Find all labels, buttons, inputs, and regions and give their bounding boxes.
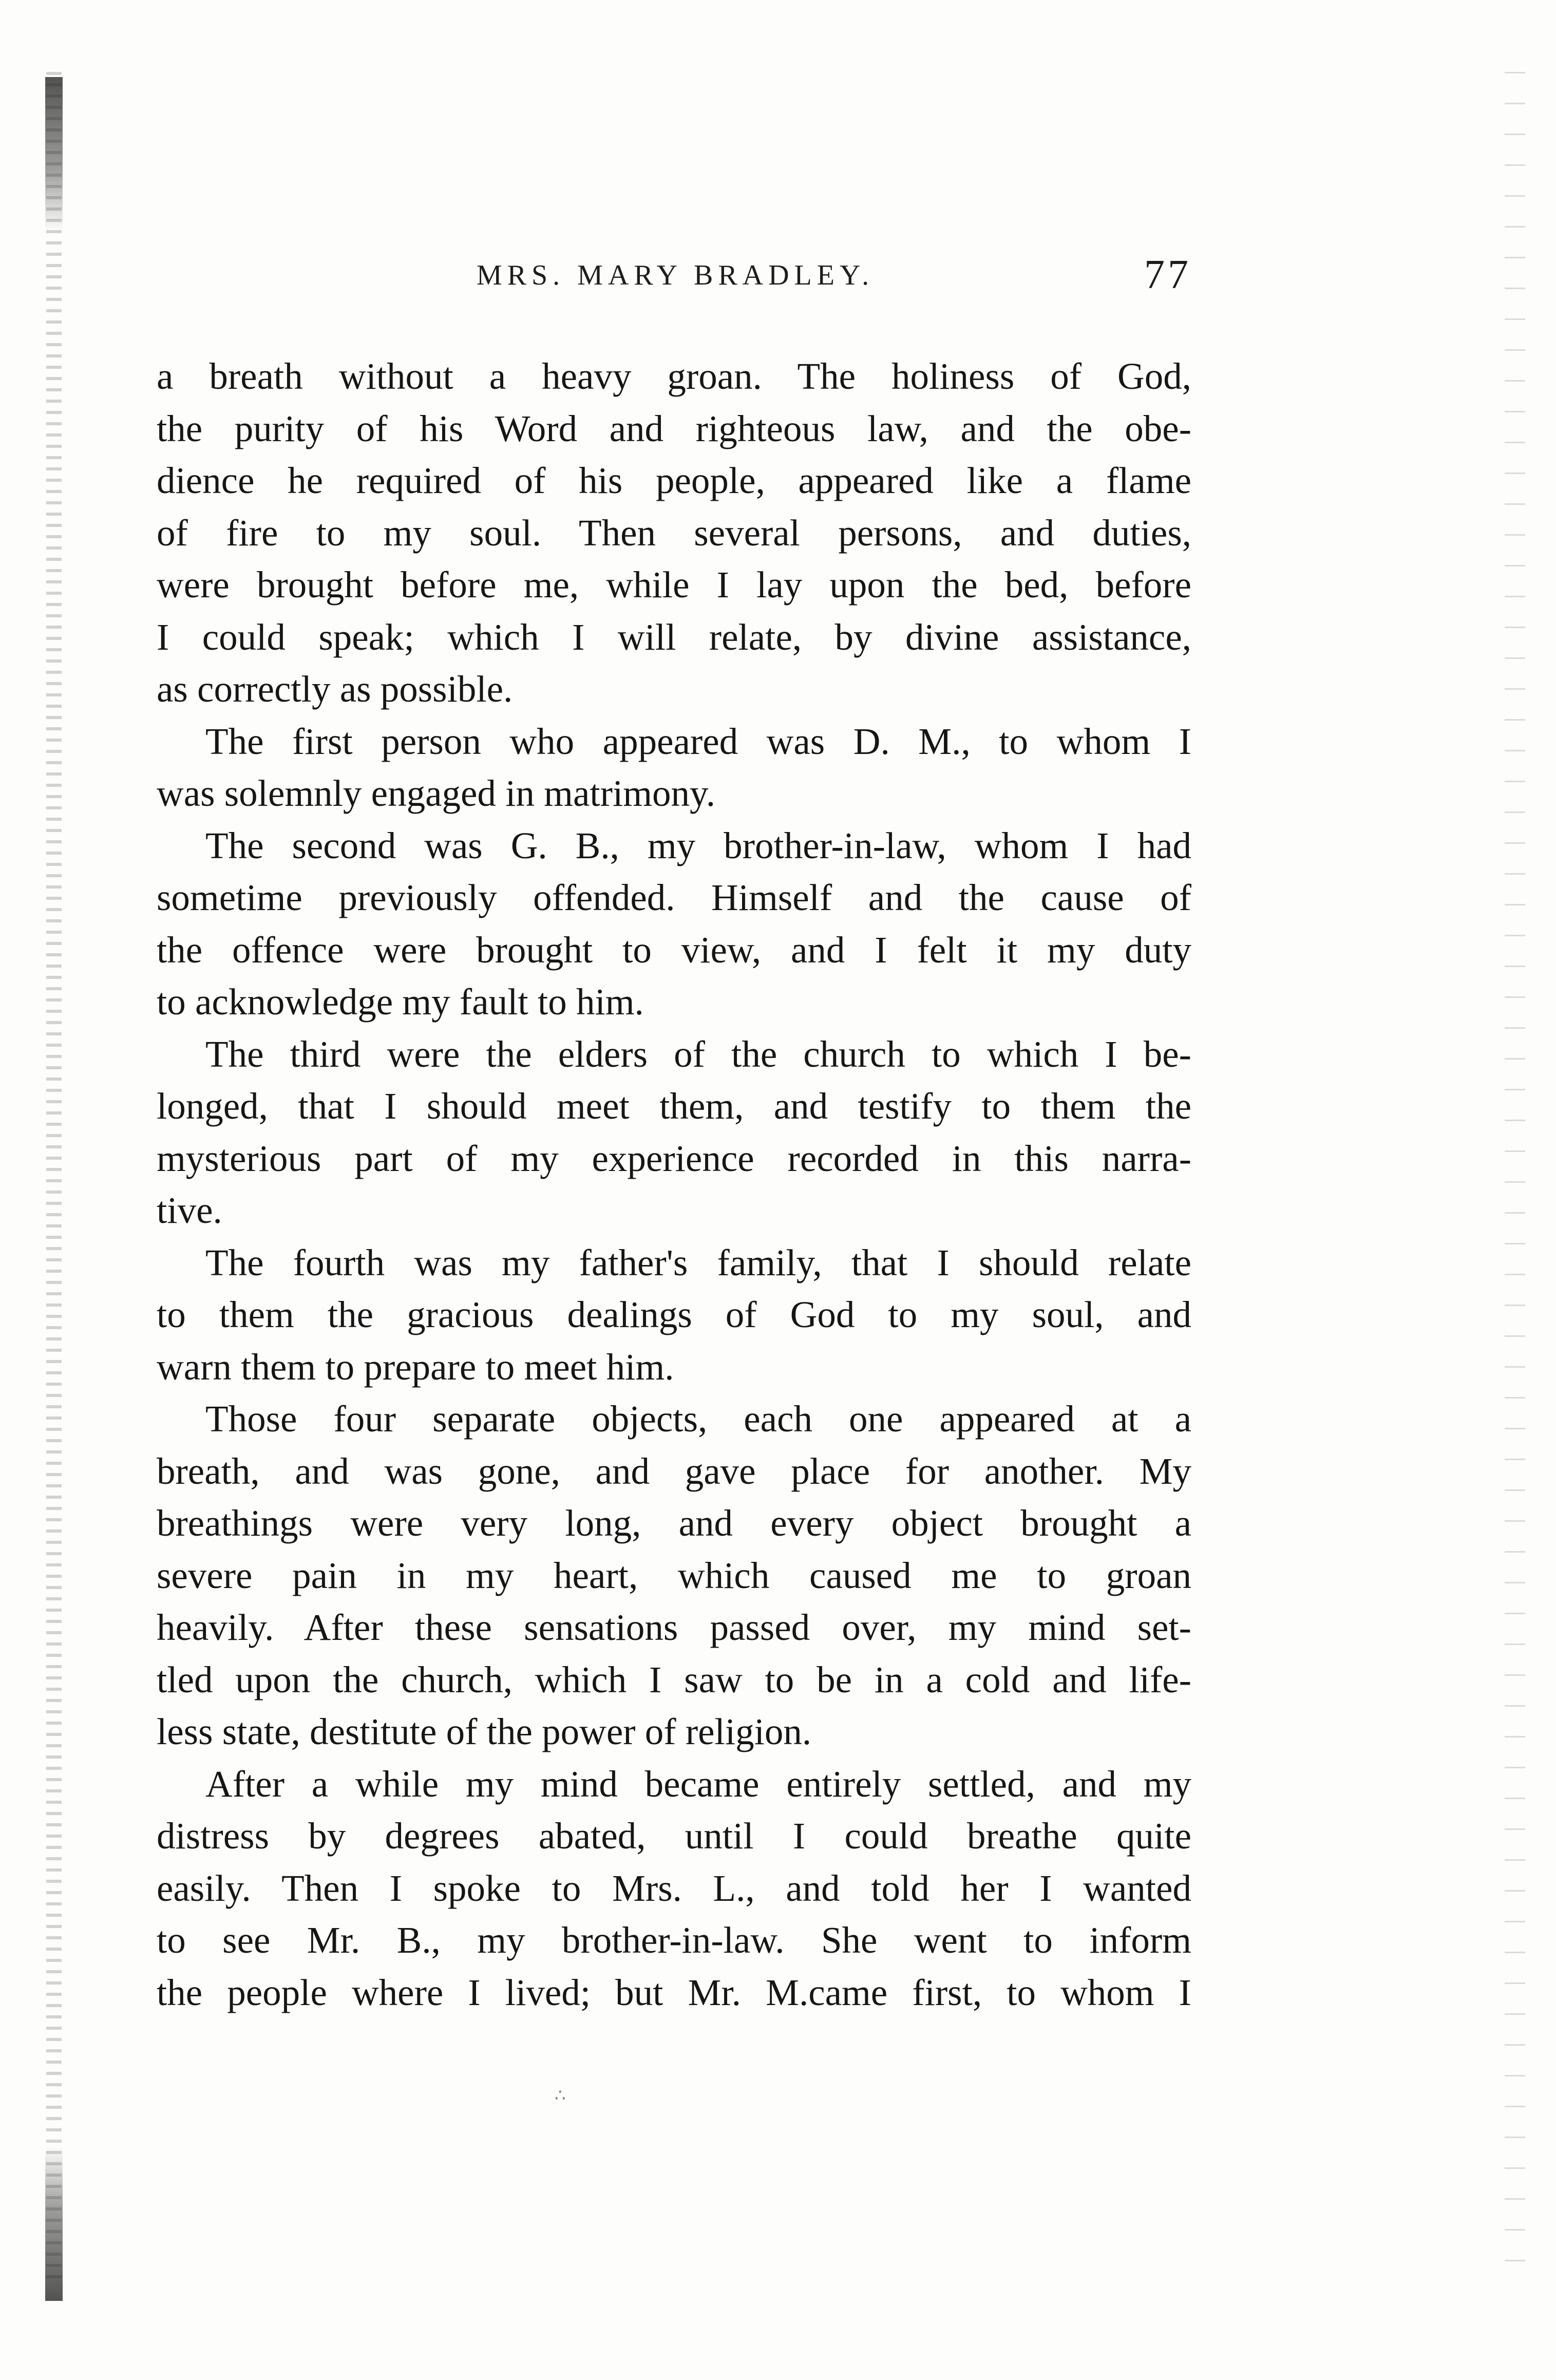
text-line: breath, and was gone, and gave place for another. My [157, 1450, 1191, 1492]
text-line: a breath without a heavy groan. The holiness of God, [157, 355, 1191, 397]
page-edge-specks [1505, 72, 1525, 2280]
text-line: of fire to my soul. Then several persons, and duties, [157, 512, 1191, 554]
text-line: warn them to prepare to meet him. [157, 1346, 674, 1388]
text-line: I could speak; which I will relate, by divine assistance, [157, 616, 1191, 658]
text-line: heavily. After these sensations passed over, my mind set- [157, 1607, 1191, 1648]
text-line: as correctly as possible. [157, 668, 513, 710]
text-line: to them the gracious dealings of God to my soul, and [157, 1294, 1191, 1335]
text-line: to see Mr. B., my brother-in-law. She went to inform [157, 1919, 1191, 1961]
text-line: The fourth was my father's family, that I should relate [205, 1241, 1191, 1283]
text-line: less state, destitute of the power of religion. [157, 1711, 812, 1752]
running-head [159, 252, 1191, 308]
text-line: The first person who appeared was D. M., to whom I [205, 720, 1191, 762]
text-line: After a while my mind became entirely settled, and my [205, 1763, 1191, 1805]
ink-smudge: ∴ [555, 2085, 566, 2106]
text-line: was solemnly engaged in matrimony. [157, 772, 716, 814]
text-line: the people where I lived; but Mr. M.came first, to whom I [157, 1971, 1191, 2013]
text-line: easily. Then I spoke to Mrs. L., and told her I wanted [157, 1867, 1191, 1909]
text-line: breathings were very long, and every object brought a [157, 1502, 1191, 1544]
binding-edge [46, 72, 62, 2280]
text-line: sometime previously offended. Himself and the cause of [157, 877, 1191, 918]
text-line: to acknowledge my fault to him. [157, 981, 644, 1023]
text-line: the offence were brought to view, and I felt it my duty [157, 929, 1191, 971]
body-text [157, 350, 1191, 2018]
text-line: dience he required of his people, appeared like a flame [157, 460, 1191, 501]
text-line: severe pain in my heart, which caused me to groan [157, 1554, 1191, 1596]
text-line: Those four separate objects, each one appeared at a [205, 1398, 1191, 1440]
text-line: tive. [157, 1189, 222, 1231]
text-line: tled upon the church, which I saw to be in a cold and life- [157, 1658, 1191, 1701]
text-line: The third were the elders of the church to which I be- [205, 1033, 1191, 1075]
text-line: mysterious part of my experience recorded in this narra- [157, 1137, 1191, 1179]
binding-shadow-bottom [45, 2147, 63, 2301]
page-number: 77 [1144, 252, 1191, 297]
text-line: were brought before me, while I lay upon the bed, before [157, 564, 1191, 606]
text-line: longed, that I should meet them, and testify to them the [157, 1085, 1191, 1127]
text-line: distress by degrees abated, until I could breathe quite [157, 1815, 1191, 1857]
running-title: MRS. MARY BRADLEY. [476, 259, 875, 291]
text-line: The second was G. B., my brother-in-law, whom I had [205, 824, 1191, 866]
text-line: the purity of his Word and righteous law, and the obe- [157, 407, 1191, 449]
